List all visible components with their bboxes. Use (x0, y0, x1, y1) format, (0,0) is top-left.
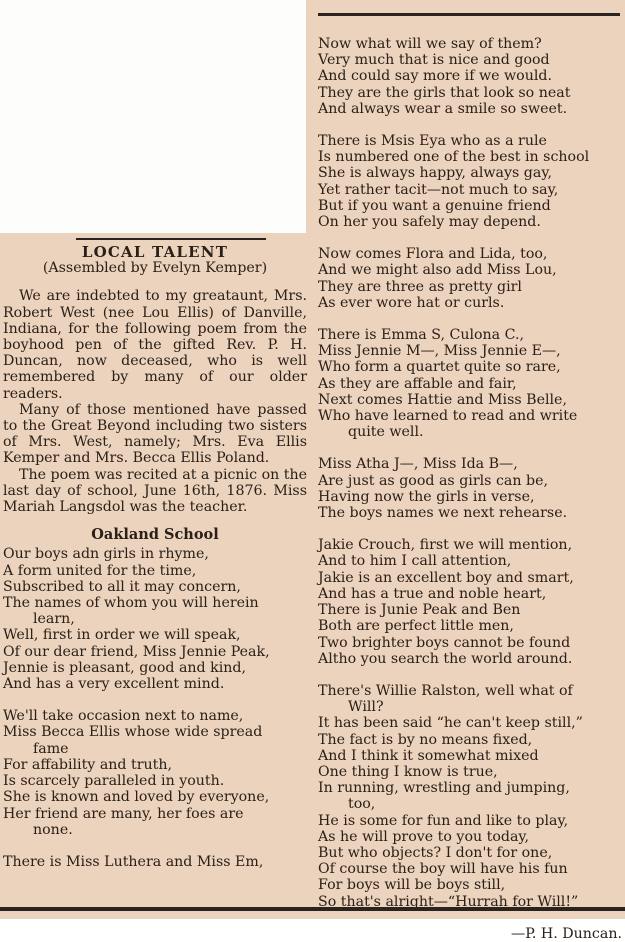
poem-line: For affability and truth, (3, 756, 172, 773)
poem-line: Very much that is nice and good (318, 52, 550, 69)
poem-stanza (318, 36, 624, 117)
heading-rule (76, 238, 266, 240)
poem-signature: —P. H. Duncan. (511, 925, 622, 942)
poem-stanza (318, 683, 624, 910)
poem-line: Her friend are many, her foes are (3, 805, 244, 822)
poem-line: The fact is by no means fixed, (318, 731, 533, 748)
poem-line: Well, first in order we will speak, (3, 627, 241, 644)
poem-line: There is Junie Peak and Ben (318, 602, 521, 619)
poem-line: And has a true and noble heart, (318, 585, 547, 602)
poem-line: Of course the boy will have his fun (318, 861, 568, 878)
poem-line: learn, (33, 611, 75, 628)
poem-stanza (318, 327, 624, 440)
poem-stanza (318, 537, 624, 667)
article-subheading: (Assembled by Evelyn Kemper) (42, 260, 268, 277)
poem-line: Will? (348, 699, 384, 716)
poem-line: Jakie Crouch, first we will mention, (318, 537, 573, 554)
poem-line: quite well. (348, 424, 424, 441)
poem-line: Who form a quartet quite so rare, (318, 359, 561, 376)
poem-line: As they are affable and fair, (318, 375, 517, 392)
poem-line: There is Emma S, Culona C., (318, 327, 525, 344)
poem-line: There is Miss Luthera and Miss Em, (3, 853, 264, 870)
poem-line: Miss Atha J—, Miss Ida B—, (318, 456, 518, 473)
poem-line: none. (33, 821, 73, 838)
poem-stanza (318, 246, 624, 311)
poem-line: One thing I know is true, (318, 763, 498, 780)
poem-line: The boys names we next rehearse. (318, 505, 568, 522)
poem-line: And has a very excellent mind. (3, 676, 225, 693)
poem-line: Our boys adn girls in rhyme, (3, 546, 209, 563)
poem-line: Is numbered one of the best in school (318, 149, 590, 166)
poem-line: Jennie is pleasant, good and kind, (3, 659, 247, 676)
poem-stanza (3, 854, 307, 870)
poem-line: And we might also add Miss Lou, (318, 262, 557, 279)
poem-stanza (318, 456, 624, 521)
intro-paragraph: Many of those mentioned have passed to the Great Beyond including two sisters of Mrs. West, namely; Mrs. Eva Ellis Kemper and Mrs. Becca Ellis Poland. (3, 401, 307, 467)
poem-line: He is some for fun and like to play, (318, 812, 569, 829)
poem-line: But if you want a genuine friend (318, 197, 551, 214)
poem-stanza (3, 546, 307, 692)
poem-line: They are three as pretty girl (318, 278, 522, 295)
right-column (318, 36, 624, 942)
poem-line: Two brighter boys cannot be found (318, 634, 571, 651)
poem-line: fame (33, 740, 69, 757)
poem-line: And could say more if we would. (318, 68, 552, 85)
poem-line: We'll take occasion next to name, (3, 708, 244, 725)
poem-line: And I think it somewhat mixed (318, 747, 539, 764)
blank-cutout-area (0, 0, 307, 233)
poem-line: In running, wrestling and jumping, (318, 780, 570, 797)
poem-stanza (3, 708, 307, 838)
poem-line: Are just as good as girls can be, (318, 472, 548, 489)
poem-left-part (3, 546, 307, 870)
poem-line: A form united for the time, (3, 562, 197, 579)
poem-line: There is Msis Eya who as a rule (318, 133, 547, 150)
poem-right-part (318, 36, 624, 910)
poem-line: Now what will we say of them? (318, 36, 542, 52)
poem-line: Is scarcely paralleled in youth. (3, 773, 225, 790)
poem-line: Miss Becca Ellis whose wide spread (3, 724, 263, 741)
article-heading: LOCAL TALENT (81, 243, 229, 261)
poem-title: Oakland School (91, 526, 219, 544)
poem-line: Having now the girls in verse, (318, 488, 535, 505)
poem-line: Miss Jennie M—, Miss Jennie E—, (318, 343, 561, 360)
poem-line: Who have learned to read and write (318, 408, 578, 425)
poem-line: They are the girls that look so neat (318, 84, 571, 101)
poem-line: As ever wore hat or curls. (318, 294, 505, 311)
left-column (3, 244, 307, 886)
poem-line: On her you safely may depend. (318, 214, 541, 231)
poem-line: too, (348, 796, 376, 813)
intro-paragraph: We are indebted to my greataunt, Mrs. Robert West (nee Lou Ellis) of Danville, Indiana, for the following poem from the boyhood pen of the gifted Rev. P. H. Duncan, now deceased, who is well remembered by many of our older readers. (3, 288, 307, 402)
poem-line: It has been said “he can't keep still,” (318, 715, 583, 732)
poem-line: Next comes Hattie and Miss Belle, (318, 391, 567, 408)
poem-line: Altho you search the world around. (318, 650, 573, 667)
poem-line: The names of whom you will herein (3, 595, 259, 612)
poem-line: As he will prove to you today, (318, 828, 530, 845)
poem-line: Subscribed to all it may concern, (3, 578, 241, 595)
poem-line: Jakie is an excellent boy and smart, (318, 569, 574, 586)
poem-stanza (318, 133, 624, 230)
poem-line: Now comes Flora and Lida, too, (318, 246, 548, 263)
poem-line: Both are perfect little men, (318, 618, 514, 635)
poem-line: And to him I call attention, (318, 553, 512, 570)
poem-line: And always wear a smile so sweet. (318, 100, 568, 117)
poem-line: She is known and loved by everyone, (3, 789, 270, 806)
poem-line: Of our dear friend, Miss Jennie Peak, (3, 643, 270, 660)
poem-line: She is always happy, always gay, (318, 165, 552, 182)
poem-line: There's Willie Ralston, well what of (318, 682, 573, 699)
poem-line: But who objects? I don't for one, (318, 844, 553, 861)
intro-paragraph: The poem was recited at a picnic on the last day of school, June 16th, 1876. Miss Mariah Langsdol was the teacher. (3, 466, 307, 516)
poem-line: So that's alright—“Hurrah for Will!” (318, 893, 579, 910)
poem-line: Yet rather tacit—not much to say, (318, 181, 559, 198)
poem-line: For boys will be boys still, (318, 877, 506, 894)
top-rule (318, 13, 620, 16)
